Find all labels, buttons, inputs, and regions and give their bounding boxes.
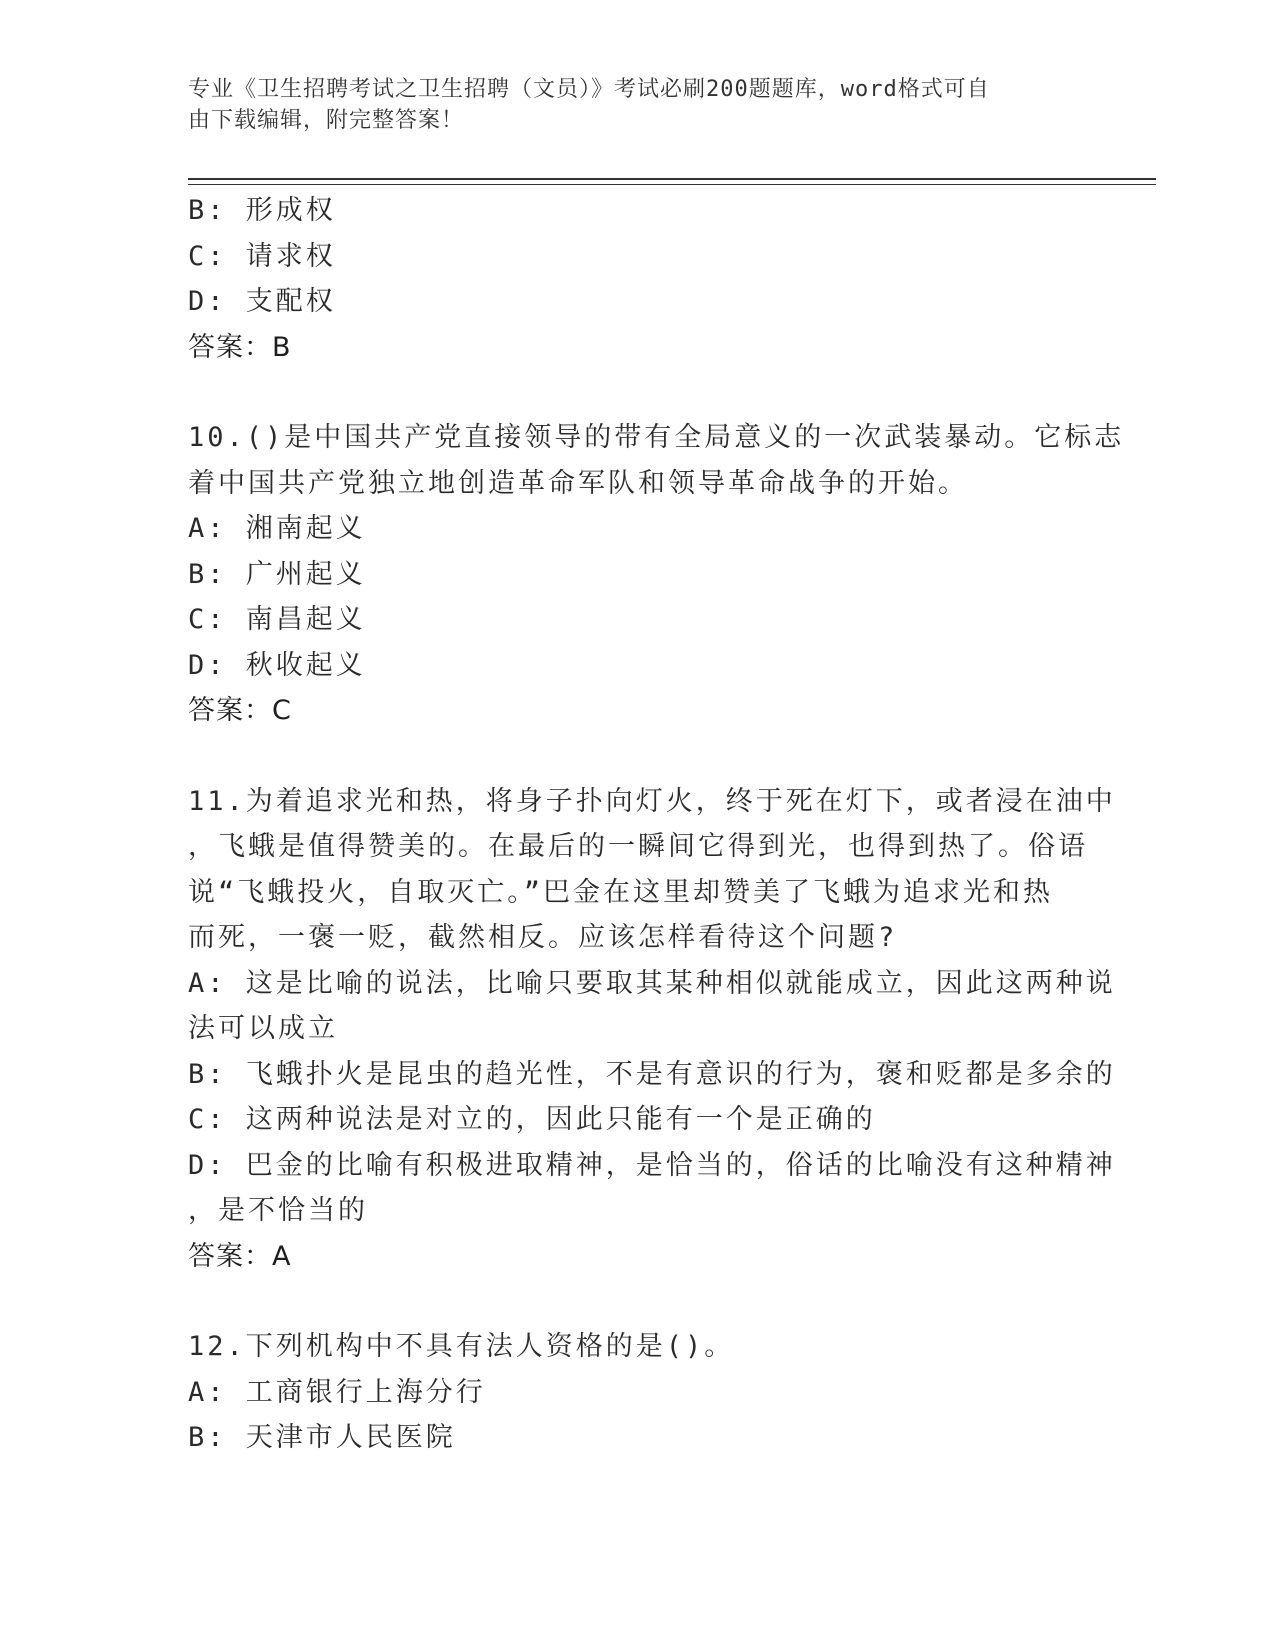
header-divider-thin <box>188 184 1156 185</box>
spacer <box>188 734 1088 779</box>
question-content <box>188 188 1125 1461</box>
q11-option-d-line-2: ，是不恰当的 <box>188 1195 368 1226</box>
q10-option-c: C: 南昌起义 <box>188 604 366 635</box>
q11-option-a-line-2: 法可以成立 <box>188 1013 338 1044</box>
q11-stem-line-3: 说“飞蛾投火，自取灭亡。”巴金在这里却赞美了飞蛾为追求光和热 <box>188 876 1054 908</box>
q9-option-b: B: 形成权 <box>188 195 336 226</box>
q11-stem-line-1: 11.为着追求光和热，将身子扑向灯火，终于死在灯下，或者浸在油中 <box>188 785 1116 817</box>
question-11-block <box>188 779 1116 1280</box>
header-title-line-1: 专业《卫生招聘考试之卫生招聘（文员）》考试必刷200题题库，word格式可自 <box>188 77 990 102</box>
q10-answer: 答案：C <box>188 695 292 726</box>
q11-option-d-line-1: D: 巴金的比喻有积极进取精神，是恰当的，俗话的比喻没有这种精神 <box>188 1149 1116 1181</box>
q10-stem-line-2: 着中国共产党独立地创造革命军队和领导革命战争的开始。 <box>188 467 968 499</box>
q10-option-a: A: 湘南起义 <box>188 513 366 544</box>
spacer <box>188 370 1088 415</box>
q11-stem-line-4: 而死，一褒一贬，截然相反。应该怎样看待这个问题? <box>188 922 898 953</box>
q11-option-b: B: 飞蛾扑火是昆虫的趋光性，不是有意识的行为，褒和贬都是多余的 <box>188 1058 1116 1090</box>
q10-option-d: D: 秋收起义 <box>188 649 366 681</box>
q9-option-d: D: 支配权 <box>188 286 336 317</box>
q11-option-c: C: 这两种说法是对立的，因此只能有一个是正确的 <box>188 1104 876 1135</box>
question-10-block <box>188 415 1125 734</box>
header-title-line-2: 由下载编辑，附完整答案！ <box>188 108 465 133</box>
question-9-block <box>188 188 1088 370</box>
spacer <box>188 1279 1088 1324</box>
q11-stem-line-2: ，飞蛾是值得赞美的。在最后的一瞬间它得到光，也得到热了。俗语 <box>188 831 1088 862</box>
q11-answer: 答案：A <box>188 1240 292 1272</box>
q10-stem-line-1: 10.()是中国共产党直接领导的带有全局意义的一次武装暴动。它标志 <box>188 422 1125 453</box>
q12-option-b: B: 天津市人民医院 <box>188 1422 456 1453</box>
header-divider-thick <box>188 178 1156 180</box>
page-header <box>188 74 1088 136</box>
q10-option-b: B: 广州起义 <box>188 558 366 590</box>
question-12-block <box>188 1324 1088 1461</box>
q11-option-a-line-1: A: 这是比喻的说法，比喻只要取其某种相似就能成立，因此这两种说 <box>188 967 1116 999</box>
q9-answer: 答案：B <box>188 331 292 363</box>
q12-stem-line-1: 12.下列机构中不具有法人资格的是()。 <box>188 1331 735 1362</box>
q9-option-c: C: 请求权 <box>188 240 336 272</box>
q12-option-a: A: 工商银行上海分行 <box>188 1376 486 1408</box>
